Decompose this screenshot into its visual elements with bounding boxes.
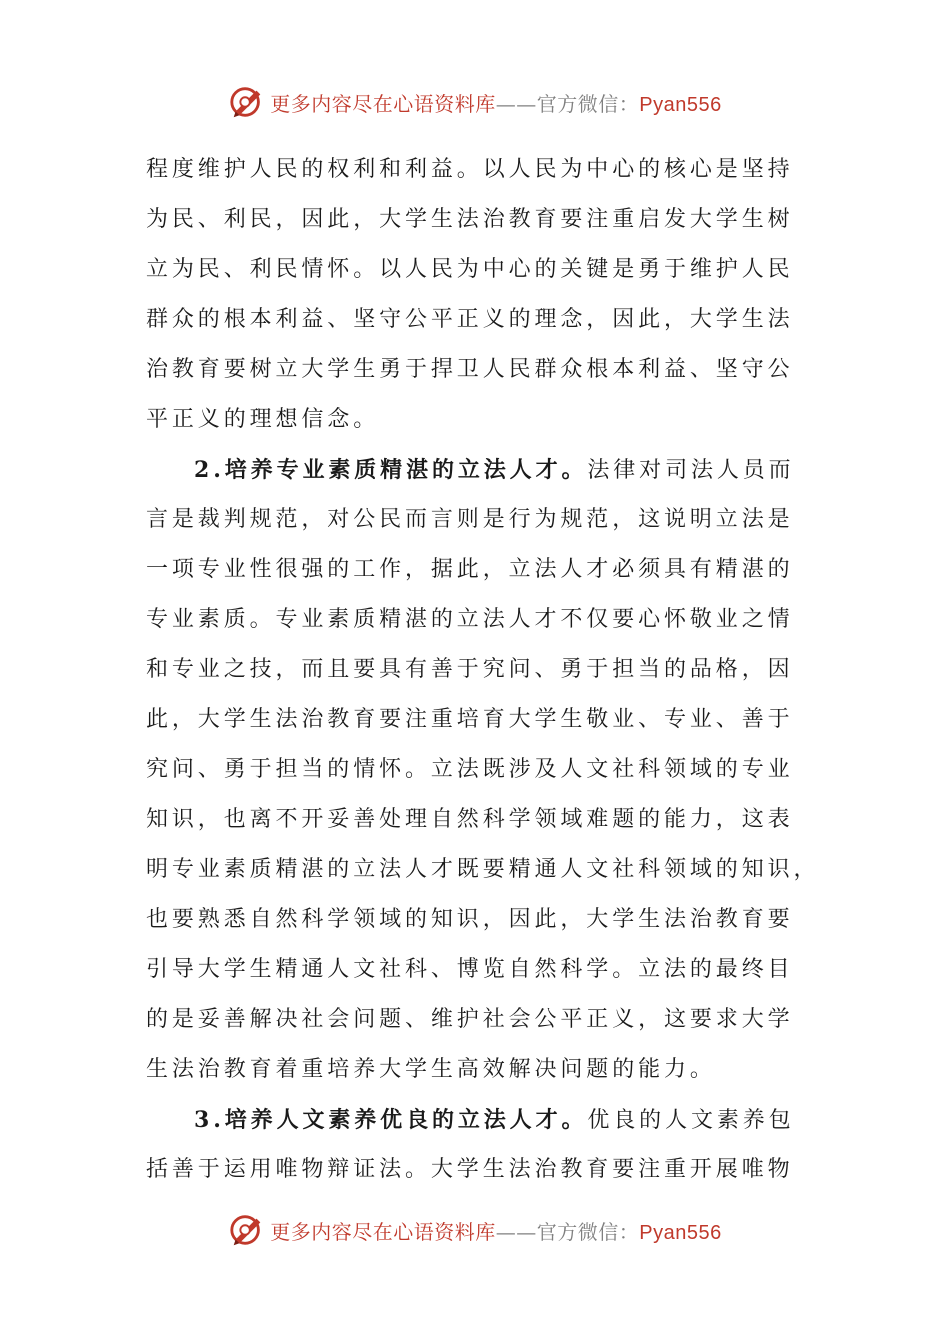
header-wechat-label: 官方微信： [536, 91, 640, 116]
footer-banner [0, 1208, 950, 1252]
header-brand: 更多内容尽在心语资料库 [270, 91, 496, 116]
pen-logo-icon [228, 1211, 266, 1249]
body-line: 言是裁判规范，对公民而言则是行为规范，这说明立法是 [146, 507, 794, 532]
body-line: 一项专业性很强的工作，据此，立法人才必须具有精湛的 [146, 557, 794, 582]
body-line: 和专业之技，而且要具有善于究问、勇于担当的品格，因 [146, 657, 794, 682]
section-3-heading: 3.培养人文素养优良的立法人才。 [194, 1107, 588, 1133]
body-line: 平正义的理想信念。 [146, 407, 380, 432]
body-line: 明专业素质精湛的立法人才既要精通人文社科领域的知识， [146, 857, 820, 882]
body-line: 群众的根本利益、坚守公平正义的理念，因此，大学生法 [146, 307, 794, 332]
body-line: 生法治教育着重培养大学生高效解决问题的能力。 [146, 1057, 716, 1082]
body-line: 引导大学生精通人文社科、博览自然科学。立法的最终目 [146, 957, 794, 982]
footer-separator: —— [495, 1219, 537, 1244]
header-wechat-id: Pyan556 [639, 93, 722, 116]
body-line: 也要熟悉自然科学领域的知识，因此，大学生法治教育要 [146, 907, 794, 932]
header-separator: —— [495, 91, 537, 116]
header-banner [0, 80, 950, 124]
body-line: 此，大学生法治教育要注重培育大学生敬业、专业、善于 [146, 707, 794, 732]
body-line: 为民、利民，因此，大学生法治教育要注重启发大学生树 [146, 207, 794, 232]
body-line: 知识，也离不开妥善处理自然科学领域难题的能力，这表 [146, 807, 794, 832]
body-line: 括善于运用唯物辩证法。大学生法治教育要注重开展唯物 [146, 1157, 794, 1182]
body-line: 程度维护人民的权利和利益。以人民为中心的核心是坚持 [146, 157, 794, 182]
section-3-text: 优良的人文素养包 [587, 1108, 795, 1133]
section-3-first-line [146, 1095, 806, 1145]
body-line: 的是妥善解决社会问题、维护社会公平正义，这要求大学 [146, 1007, 794, 1032]
footer-wechat-id: Pyan556 [639, 1221, 722, 1244]
footer-wechat-label: 官方微信： [536, 1219, 640, 1244]
footer-brand: 更多内容尽在心语资料库 [270, 1219, 496, 1244]
body-line: 究问、勇于担当的情怀。立法既涉及人文社科领域的专业 [146, 757, 794, 782]
section-2-text: 法律对司法人员而 [587, 458, 795, 483]
document-body [146, 145, 820, 1195]
body-line: 治教育要树立大学生勇于捍卫人民群众根本利益、坚守公 [146, 357, 794, 382]
section-2-first-line [146, 445, 806, 495]
body-line: 立为民、利民情怀。以人民为中心的关键是勇于维护人民 [146, 257, 794, 282]
header-text [270, 88, 721, 117]
pen-logo-icon [228, 83, 266, 121]
footer-text [270, 1216, 721, 1245]
body-line: 专业素质。专业素质精湛的立法人才不仅要心怀敬业之情 [146, 607, 794, 632]
section-2-heading: 2.培养专业素质精湛的立法人才。 [194, 457, 588, 483]
